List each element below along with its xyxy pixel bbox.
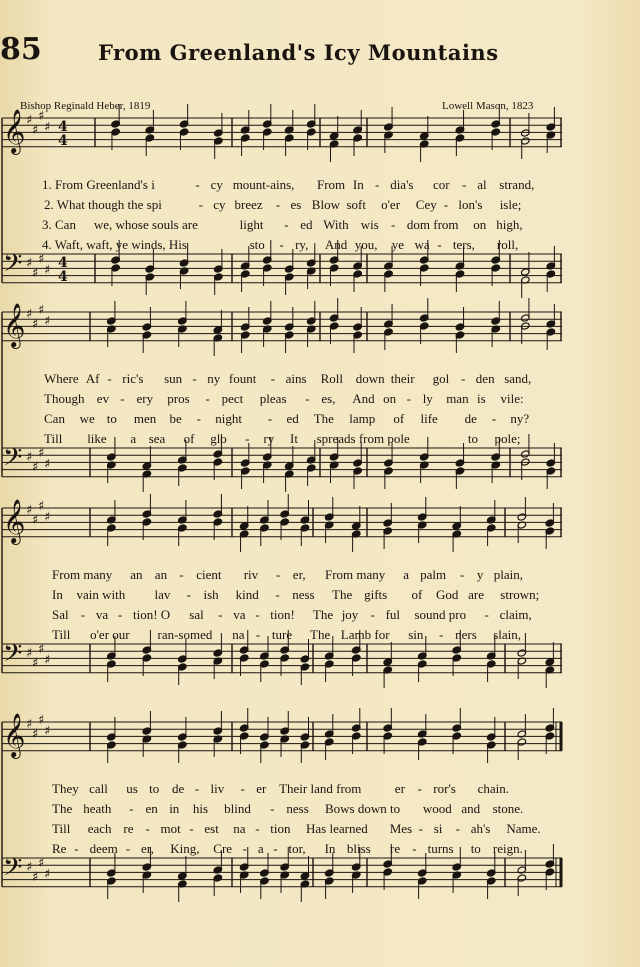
time-signature: 4 (58, 119, 68, 135)
bass-clef-icon: 𝄢 (3, 853, 23, 888)
lyric-syllable: - (107, 371, 112, 386)
lyric-syllable: to (106, 411, 117, 426)
sharp-icon: ♯ (32, 727, 39, 742)
lyric-syllable: to (467, 431, 479, 446)
lyric-syllable: breez (234, 197, 263, 212)
sharp-icon: ♯ (26, 860, 33, 875)
lyric-syllable: ror's (433, 781, 456, 796)
sharp-icon: ♯ (26, 450, 33, 465)
lyric-syllable: In (324, 841, 336, 856)
lyric-syllable: In (52, 587, 63, 602)
lyric-syllable: Re (52, 841, 67, 856)
lyric-syllable: al (477, 177, 487, 192)
sharp-icon: ♯ (44, 120, 51, 135)
lyric-syllable: - (120, 391, 125, 406)
lyric-syllable: fount (228, 371, 257, 386)
lyric-syllable: God (436, 587, 459, 602)
lyric-syllable: - (186, 587, 191, 602)
lyric-syllable: - (270, 801, 275, 816)
lyric-syllable: ev (96, 391, 110, 406)
lyric-syllable: of (393, 411, 405, 426)
lyric-syllable: sea (148, 431, 166, 446)
lyric-syllable: roll, (496, 237, 519, 252)
lyric-syllable: - (179, 567, 184, 582)
lyric-syllable: Till (44, 431, 63, 446)
lyric-syllable: dia's (390, 177, 414, 192)
lyric-syllable: ery (136, 391, 154, 406)
lyric-syllable: lon's (458, 197, 483, 212)
lyric-syllable: Lamb for (340, 627, 390, 642)
lyric-syllable: - (242, 841, 247, 856)
bass-clef-icon: 𝄢 (3, 639, 23, 674)
sharp-icon: ♯ (38, 252, 45, 267)
lyric-syllable: - (145, 821, 150, 836)
lyric-syllable: - (275, 587, 280, 602)
sharp-icon: ♯ (38, 303, 45, 318)
lyric-syllable: reign. (492, 841, 523, 856)
lyric-syllable: In (352, 177, 364, 192)
lyric-syllable: - (279, 237, 284, 252)
lyric-syllable: King, (170, 841, 200, 856)
lyric-syllable: 1. From Greenland's i (42, 177, 155, 192)
lyric-syllable: call (89, 781, 108, 796)
lyric-syllable: na (232, 627, 245, 642)
lyric-syllable: - (391, 217, 396, 232)
lyric-syllable: o'er (381, 197, 401, 212)
lyric-syllable: - (267, 411, 273, 426)
lyric-syllable: - (129, 801, 134, 816)
lyric-syllable: in (169, 801, 180, 816)
lyric-syllable: like (87, 431, 107, 446)
lyric-syllable: ners (455, 627, 477, 642)
lyric-syllable: ry, (295, 237, 309, 252)
lyric-syllable: - (189, 821, 194, 836)
lyric-syllable: - (437, 237, 442, 252)
lyric-syllable: 2. What though the spi (44, 197, 162, 212)
lyric-syllable: - (443, 197, 449, 212)
lyric-syllable: va (95, 607, 109, 622)
lyric-syllable: The (332, 587, 353, 602)
lyric-syllable: - (275, 197, 281, 212)
sharp-icon: ♯ (38, 446, 45, 461)
lyric-syllable: heath (83, 801, 112, 816)
lyric-syllable: - (462, 177, 467, 192)
lyric-syllable: life (420, 411, 438, 426)
lyric-syllable: re (390, 841, 401, 856)
lyric-syllable: - (455, 821, 460, 836)
lyric-syllable: ains (285, 371, 307, 386)
lyric-syllable: ric's (122, 371, 144, 386)
treble-staff (2, 494, 562, 552)
lyric-syllable: - (205, 391, 210, 406)
lyric-syllable: The (52, 801, 73, 816)
lyric-syllable: lamp (349, 411, 376, 426)
lyric-syllable: o'er our (90, 627, 130, 642)
lyric-syllable: ful (385, 607, 401, 622)
lyric-syllable: gifts (364, 587, 388, 602)
sharp-icon: ♯ (44, 314, 51, 329)
lyric-syllable: de (464, 411, 477, 426)
lyric-syllable: The (310, 627, 331, 642)
lyric-syllable: - (370, 607, 375, 622)
lyric-syllable: on (383, 391, 397, 406)
lyric-syllable: ah's (470, 821, 491, 836)
bass-clef-icon: 𝄢 (3, 249, 23, 284)
lyric-syllable: claim, (499, 607, 532, 622)
lyric-syllable: va (233, 607, 246, 622)
lyric-syllable: ny? (510, 411, 530, 426)
lyric-syllable: cient (196, 567, 222, 582)
lyric-syllable: a (403, 567, 410, 582)
lyric-syllable: re (123, 821, 134, 836)
lyric-syllable: er, (292, 567, 306, 582)
lyric-syllable: cy (213, 197, 226, 212)
lyric-syllable: ness (292, 587, 315, 602)
lyric-syllable: - (117, 607, 123, 622)
lyric-syllable: Cey (415, 197, 437, 212)
sharp-icon: ♯ (44, 263, 51, 278)
lyric-syllable: on (473, 217, 487, 232)
lyric-syllable: na (233, 821, 246, 836)
lyric-syllable: - (284, 217, 289, 232)
lyric-syllable: ness (286, 801, 309, 816)
sharp-icon: ♯ (32, 656, 39, 671)
lyric-syllable: strand, (499, 177, 535, 192)
lyric-syllable: bliss (346, 841, 371, 856)
lyric-syllable: - (276, 567, 281, 582)
lyric-syllable: - (439, 627, 444, 642)
lyric-syllable: - (255, 627, 261, 642)
bass-clef-icon: 𝄢 (3, 443, 23, 478)
lyric-syllable: lav (154, 587, 171, 602)
lyric-syllable: wis (360, 217, 379, 232)
treble-staff (2, 708, 562, 763)
lyric-syllable: blind (224, 801, 251, 816)
lyric-syllable: to (470, 841, 481, 856)
lyric-syllable: - (484, 607, 489, 622)
lyric-syllable: From many (52, 567, 113, 582)
sharp-icon: ♯ (38, 499, 45, 514)
lyric-syllable: is (477, 391, 486, 406)
lyric-syllable: - (461, 371, 466, 386)
sharp-icon: ♯ (26, 113, 33, 128)
lyric-syllable: est (204, 821, 219, 836)
lyric-syllable: chain. (477, 781, 509, 796)
lyric-syllable: of (411, 587, 423, 602)
time-signature: 4 (58, 255, 68, 271)
sharp-icon: ♯ (38, 109, 45, 124)
lyric-syllable: sto (249, 237, 265, 252)
sharp-icon: ♯ (44, 510, 51, 525)
lyric-syllable: tion (270, 821, 291, 836)
lyric-syllable: Though (44, 391, 85, 406)
sharp-icon: ♯ (32, 460, 39, 475)
lyric-syllable: wa (414, 237, 430, 252)
lyric-syllable: - (192, 371, 197, 386)
lyric-syllable: Till (52, 627, 71, 642)
lyric-syllable: sound pro (414, 607, 467, 622)
lyric-syllable: Cre (213, 841, 233, 856)
lyric-syllable: Till (52, 821, 71, 836)
lyric-syllable: tor, (288, 841, 306, 856)
sharp-icon: ♯ (38, 642, 45, 657)
lyric-syllable: From (317, 177, 346, 192)
lyric-syllable: vain with (76, 587, 126, 602)
lyric-syllable: sal (189, 607, 204, 622)
lyric-syllable: - (240, 781, 245, 796)
lyric-syllable: - (406, 391, 411, 406)
sharp-icon: ♯ (32, 317, 39, 332)
lyric-syllable: y (476, 567, 484, 582)
lyric-syllable: pleas (259, 391, 287, 406)
lyric-syllable: er (394, 781, 405, 796)
lyric-syllable: night (215, 411, 243, 426)
lyric-syllable: - (255, 607, 260, 622)
lyric-syllable: wood (422, 801, 452, 816)
lyric-syllable: - (125, 841, 131, 856)
lyric-syllable: gol (432, 371, 450, 386)
lyric-syllable: - (305, 391, 310, 406)
lyric-syllable: a (130, 431, 137, 446)
lyric-syllable: men (133, 411, 157, 426)
sharp-icon: ♯ (26, 307, 33, 322)
lyric-syllable: ry (263, 431, 275, 446)
lyric-syllable: sun (164, 371, 183, 386)
lyric-syllable: a (257, 841, 264, 856)
lyric-syllable: you, (354, 237, 378, 252)
lyric-syllable: es (290, 197, 302, 212)
lyric-syllable: - (194, 781, 200, 796)
lyric-syllable: an (154, 567, 168, 582)
lyric-syllable: - (412, 841, 417, 856)
lyric-syllable: Roll (320, 371, 343, 386)
lyric-syllable: sand, (504, 371, 532, 386)
sharp-icon: ♯ (38, 856, 45, 871)
lyric-syllable: And (352, 391, 375, 406)
sharp-icon: ♯ (26, 503, 33, 518)
lyric-syllable: isle; (499, 197, 522, 212)
lyric-syllable: - (196, 411, 201, 426)
lyric-syllable: ly (422, 391, 433, 406)
lyric-syllable: light (239, 217, 264, 232)
lyric-syllable: - (218, 607, 223, 622)
lyric-syllable: den (475, 371, 495, 386)
lyric-syllable: 4. Waft, waft, ye winds, His (42, 237, 187, 252)
lyric-syllable: Af (85, 371, 100, 386)
lyric-syllable: down (355, 371, 385, 386)
lyric-syllable: and (461, 801, 481, 816)
sharp-icon: ♯ (44, 867, 51, 882)
sharp-icon: ♯ (32, 870, 39, 885)
lyric-syllable: en (145, 801, 158, 816)
lyric-syllable: stone. (492, 801, 524, 816)
sharp-icon: ♯ (26, 646, 33, 661)
hymn-title: From Greenland's Icy Mountains (98, 40, 499, 65)
lyric-syllable: their (390, 371, 415, 386)
lyric-syllable: an (130, 567, 143, 582)
lyric-syllable: Sal (52, 607, 69, 622)
lyric-syllable: si (433, 821, 443, 836)
sharp-icon: ♯ (26, 256, 33, 271)
lyric-syllable: pect (221, 391, 244, 406)
lyric-syllable: - (74, 841, 79, 856)
lyric-syllable: cy (210, 177, 223, 192)
lyric-syllable: It (290, 431, 298, 446)
lyric-syllable: deem (89, 841, 118, 856)
lyric-syllable: we (79, 411, 95, 426)
hymn-number: 85 (0, 32, 42, 67)
lyric-syllable: - (375, 177, 380, 192)
lyric-syllable: mount-ains, (232, 177, 295, 192)
lyric-syllable: er, (141, 841, 154, 856)
lyric-syllable: sin (408, 627, 424, 642)
sharp-icon: ♯ (32, 513, 39, 528)
lyric-syllable: joy (341, 607, 359, 622)
sharp-icon: ♯ (44, 724, 51, 739)
lyric-syllable: Where (44, 371, 79, 386)
lyric-syllable: 3. Can (42, 217, 76, 232)
lyric-syllable: Mes (389, 821, 413, 836)
lyric-syllable: - (198, 197, 203, 212)
lyric-syllable: pros (167, 391, 190, 406)
lyric-syllable: From many (325, 567, 386, 582)
treble-clef-icon: 𝄞 (3, 499, 26, 543)
lyric-syllable: - (195, 177, 200, 192)
lyric-syllable: each (87, 821, 112, 836)
lyric-syllable: of (183, 431, 195, 446)
lyric-syllable: cor (433, 177, 450, 192)
text-author-credit: Bishop Reginald Heber, 1819 (20, 100, 151, 112)
lyric-syllable: ye (391, 237, 404, 252)
lyric-syllable: turns (427, 841, 454, 856)
composer-credit: Lowell Mason, 1823 (442, 100, 534, 112)
lyric-syllable: dom from (406, 217, 459, 232)
time-signature: 4 (58, 133, 68, 149)
lyric-syllable: Has learned (306, 821, 368, 836)
lyric-syllable: es, (321, 391, 336, 406)
sharp-icon: ♯ (32, 266, 39, 281)
lyric-syllable: tion! O (133, 607, 171, 622)
lyric-syllable: ish (203, 587, 219, 602)
lyric-syllable: ture (271, 627, 293, 642)
lyric-syllable: soft (346, 197, 366, 212)
lyric-syllable: are (468, 587, 484, 602)
lyric-syllable: be (169, 411, 182, 426)
lyric-syllable: The (312, 607, 334, 622)
lyric-syllable: er (256, 781, 267, 796)
lyric-syllable: strown; (500, 587, 540, 602)
lyric-syllable: riv (243, 567, 259, 582)
lyric-syllable: ny (207, 371, 221, 386)
time-signature: 4 (58, 269, 68, 285)
lyric-syllable: pole; (494, 431, 521, 446)
lyric-syllable: slain, (493, 627, 521, 642)
lyric-syllable: And (324, 237, 348, 252)
lyric-syllable: ran-somed (157, 627, 213, 642)
lyric-syllable: - (245, 431, 250, 446)
lyric-syllable: spreads from pole (316, 431, 410, 446)
lyric-syllable: palm (420, 567, 447, 582)
lyric-syllable: vile: (500, 391, 524, 406)
lyric-syllable: - (460, 567, 465, 582)
lyric-syllable: - (491, 411, 497, 426)
sharp-icon: ♯ (26, 717, 33, 732)
lyric-syllable: to (149, 781, 160, 796)
treble-clef-icon: 𝄞 (3, 109, 26, 153)
lyric-syllable: plain, (493, 567, 524, 582)
lyric-syllable: his (192, 801, 209, 816)
lyric-syllable: - (270, 371, 276, 386)
lyric-syllable: Bows down to (325, 801, 401, 816)
lyric-syllable: - (418, 821, 423, 836)
lyric-syllable: glo (210, 431, 227, 446)
treble-staff (2, 298, 562, 356)
lyric-syllable: ed (300, 217, 313, 232)
lyric-syllable: us (126, 781, 138, 796)
sharp-icon: ♯ (38, 713, 45, 728)
lyric-syllable: man (446, 391, 469, 406)
lyric-syllable: ed (286, 411, 299, 426)
sharp-icon: ♯ (32, 123, 39, 138)
lyric-syllable: high, (496, 217, 523, 232)
lyric-syllable: They (52, 781, 79, 796)
lyric-syllable: Can (44, 411, 65, 426)
treble-staff (2, 104, 562, 162)
sharp-icon: ♯ (44, 653, 51, 668)
lyric-syllable: Blow (311, 197, 340, 212)
lyric-syllable: tion! (270, 607, 295, 622)
treble-clef-icon: 𝄞 (3, 303, 26, 347)
lyric-syllable: liv (210, 781, 225, 796)
lyric-syllable: The (313, 411, 334, 426)
lyric-syllable: - (273, 841, 278, 856)
lyric-syllable: ters, (452, 237, 475, 252)
lyric-syllable: - (255, 821, 260, 836)
lyric-syllable: kind (235, 587, 259, 602)
lyric-syllable: - (80, 607, 86, 622)
lyric-syllable: - (417, 781, 422, 796)
lyric-syllable: Their land from (279, 781, 362, 796)
lyric-syllable: Name. (506, 821, 541, 836)
lyric-syllable: With (323, 217, 349, 232)
lyric-syllable: de (172, 781, 185, 796)
lyric-syllable: we, whose souls are (93, 217, 198, 232)
lyric-syllable: mot (160, 821, 181, 836)
sharp-icon: ♯ (44, 457, 51, 472)
treble-clef-icon: 𝄞 (3, 713, 26, 757)
